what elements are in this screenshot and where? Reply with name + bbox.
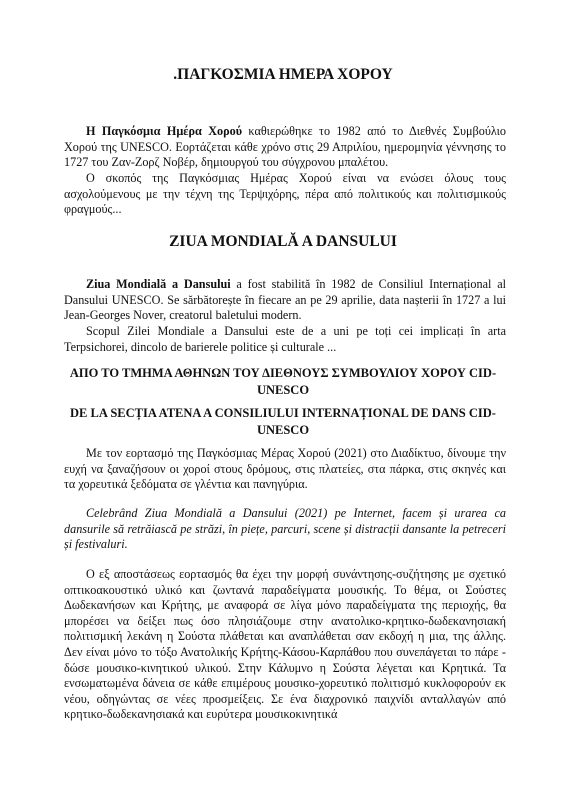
greek-paragraph-1 bbox=[64, 124, 506, 171]
title-greek: .ΠΑΓΚΟΣΜΙΑ ΗΜΕΡΑ ΧΟΡΟΥ bbox=[173, 66, 393, 83]
greek-paragraph-2: Ο σκοπός της Παγκόσμιας Ημέρας Χορού είναι να ενώσει όλους τους ασχολούμενους με την τέχνη της Τερψιχόρης, πέρα από πολιτικούς και πολιτισμικούς φραγμούς... bbox=[64, 171, 506, 217]
romanian-paragraph-1-bold: Ziua Mondială a Dansului bbox=[86, 277, 231, 291]
romanian-paragraph-1 bbox=[64, 277, 506, 324]
section-heading-romanian: DE LA SECȚIA ATENA A CONSILIULUI INTERNAȚIONAL DE DANS CID-UNESCO bbox=[70, 406, 496, 437]
romanian-paragraph-3: Celebrând Ziua Mondială a Dansului (2021) pe Internet, facem și urarea ca dansurile să retrăiască pe străzi, în piețe, parcuri, scene și distracții dansante la petreceri și festivaluri. bbox=[64, 506, 506, 552]
section-heading-greek: ΑΠΟ ΤΟ ΤΜΗΜΑ ΑΘΗΝΩΝ ΤΟΥ ΔΙΕΘΝΟΥΣ ΣΥΜΒΟΥΛΙΟΥ ΧΟΡΟΥ CID-UNESCO bbox=[69, 366, 497, 397]
greek-paragraph-3: Με τον εορτασμό της Παγκόσμιας Μέρας Χορού (2021) στο Διαδίκτυο, δίνουμε την ευχή να ξαναζήσουν οι χοροί στους δρόμους, στις πλατείες, στα πάρκα, στις σκηνές και τα χορευτικά ξεδόματα σε γλέντια και πανηγύρια. bbox=[64, 446, 506, 492]
romanian-paragraph-2: Scopul Zilei Mondiale a Dansului este de a uni pe toți cei implicați în arta Terpsichorei, dincolo de barierele politice și culturale ... bbox=[64, 324, 506, 354]
greek-paragraph-1-text: καθιερώθηκε το 1982 από το Διεθνές Συμβούλιο Χορού της UNESCO. Εορτάζεται κάθε χρόνο στις 29 Απριλίου, ημερομηνία γέννησης το 1727 του Ζαν-Ζορζ Νοβέρ, δημιουργού του σύγχρονου μπαλέτου. bbox=[64, 124, 506, 170]
title-romanian: ZIUA MONDIALĂ A DANSULUI bbox=[169, 233, 397, 250]
greek-paragraph-1-bold: Η Παγκόσμια Ημέρα Χορού bbox=[86, 124, 243, 138]
greek-paragraph-4: Ο εξ αποστάσεως εορτασμός θα έχει την μορφή συνάντησης-συζήτησης με σχετικό οπτικοακουστικό υλικό και ζωντανά παραδείγματα μουσικής. Το θέμα, οι Σούστες Δωδεκανήσων και Κρήτης, με αναφορά σε λίγα μόνο παραδείγματα της περιοχής, θα μπορέσει να δείξει πως όσο πλησιάζουμε στην ανατολικο-κρητικο-δωδεκανησιακή πολιτισμική λεκάνη η Σούστα πλάθεται και αναπλάθεται σαν εκδοχή η μια, της άλλης. Δεν είναι μόνο το τόξο Ανατολικής Κρήτης-Κάσου-Καρπάθου που συνεπάγεται το πάρε - δώσε μουσικο-κινητικού υλικού. Στην Κάλυμνο η Σούστα λέγεται και Κρητικά. Τα ενσωματωμένα δάνεια σε κάθε επιμέρους μουσικο-χορευτικό πολιτισμό κυκλοφορούν εκ νέου, οδηγώντας σε νέες προσμείξεις. Σε ένα διαχρονικό παιχνίδι ανταλλαγών από κρητικο-δωδεκανησιακά και ευρύτερα μουσικοκινητικά bbox=[64, 567, 506, 722]
romanian-paragraph-1-text: a fost stabilită în 1982 de Consiliul Internațional al Dansului UNESCO. Se sărbătorește în fiecare an pe 29 aprilie, data nașterii în 1727 a lui Jean-Georges Nover, creatorul baletului modern. bbox=[64, 277, 506, 323]
